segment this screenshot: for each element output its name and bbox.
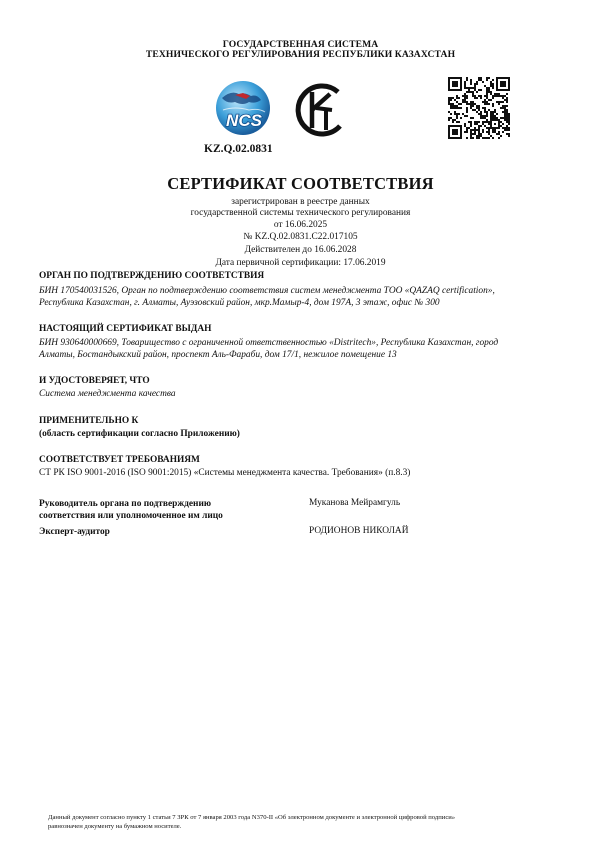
organ-heading: ОРГАН ПО ПОДТВЕРЖДЕНИЮ СООТВЕТСТВИЯ (39, 271, 265, 281)
header-line-1: ГОСУДАРСТВЕННАЯ СИСТЕМА (222, 39, 379, 50)
valid-until: Действителен до 16.06.2028 (244, 245, 357, 255)
kt-conformity-mark-icon (290, 80, 348, 142)
applicable-heading: ПРИМЕНИТЕЛЬНО К (39, 416, 139, 426)
issued-text-line-2: Алматы, Бостандыкский район, проспект Аль-Фараби, дом 17/1, нежилое помещение 13 (39, 350, 397, 361)
footer-note-line-1: Данный документ согласно пункту 1 статьи 7 ЗРК от 7 января 2003 года N370-II «Об электронном документе и электронной цифровой подписи» (48, 814, 456, 821)
head-signatory-label (39, 498, 223, 523)
head-signatory-name: Муканова Мейрамгуль (309, 498, 401, 508)
certifies-heading: И УДОСТОВЕРЯЕТ, ЧТО (39, 376, 150, 386)
issued-text (39, 337, 563, 362)
registration-code: KZ.Q.02.0831 (204, 143, 273, 155)
registry-number: № KZ.Q.02.0831.C22.017105 (243, 232, 358, 242)
certifies-text: Система менеджмента качества (39, 389, 176, 399)
footer-note-line-2: равнозначен документу на бумажном носителе. (48, 823, 182, 830)
head-signatory-label-line-2: соответствия или уполномоченное им лицо (39, 511, 223, 522)
qr-code-icon (448, 77, 510, 139)
ncs-logo (205, 80, 283, 142)
expert-auditor-name: РОДИОНОВ НИКОЛАЙ (309, 526, 409, 536)
certificate-title: СЕРТИФИКАТ СООТВЕТСТВИЯ (167, 174, 434, 193)
registry-line-2: государственной системы технического регулирования (190, 208, 411, 218)
ncs-logo-text: NCS (226, 111, 262, 130)
expert-auditor-label: Эксперт-аудитор (39, 527, 110, 537)
issued-heading: НАСТОЯЩИЙ СЕРТИФИКАТ ВЫДАН (39, 324, 212, 334)
registry-line-1: зарегистрирован в реестре данных (231, 197, 370, 207)
complies-text: СТ РК ISO 9001-2016 (ISO 9001:2015) «Системы менеджмента качества. Требования» (п.8.3) (39, 468, 411, 478)
organ-text (39, 285, 563, 310)
issued-text-line-1: БИН 930640000669, Товарищество с ограниченной ответственностью «Distritech», Республика Казахстан, город (39, 338, 499, 348)
applicable-text: (область сертификации согласно Приложению) (39, 429, 240, 439)
header-line-2: ТЕХНИЧЕСКОГО РЕГУЛИРОВАНИЯ РЕСПУБЛИКИ КАЗАХСТАН (145, 49, 456, 60)
complies-heading: СООТВЕТСТВУЕТ ТРЕБОВАНИЯМ (39, 455, 200, 465)
organ-text-line-2: Республика Казахстан, г. Алматы, Ауэзовский район, мкр.Мамыр-4, дом 197А, 3 этаж, офис № 300 (39, 298, 440, 309)
organ-text-line-1: БИН 170540031526, Орган по подтверждению соответствия систем менеджмента ТОО «QAZAQ certification», (39, 286, 495, 296)
head-signatory-label-line-1: Руководитель органа по подтверждению (39, 499, 212, 509)
first-certification-date: Дата первичной сертификации: 17.06.2019 (215, 258, 386, 268)
footer-note (48, 813, 560, 831)
registry-date: от 16.06.2025 (273, 220, 328, 230)
